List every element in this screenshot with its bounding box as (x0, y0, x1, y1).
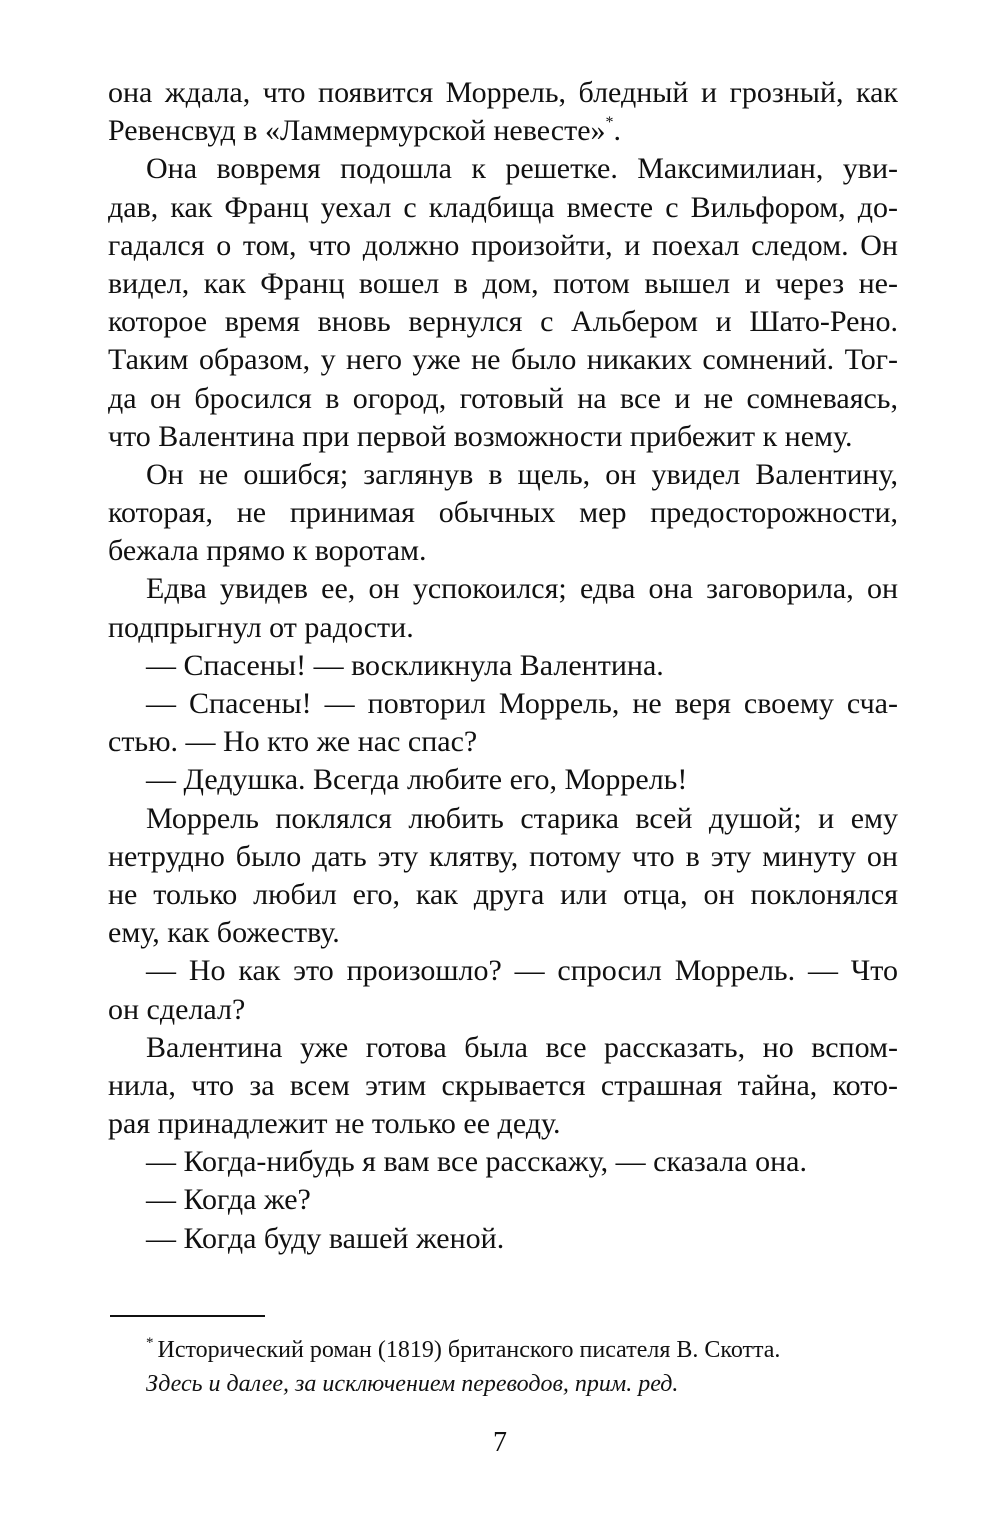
text-line-content: да он бросился в огород, готовый на все и не сомневаясь, (108, 381, 898, 415)
footnote-line-1 (108, 1333, 898, 1367)
text-line-content: Моррель поклялся любить старика всей душой; и ему (146, 801, 898, 835)
text-line-content: которое время вновь вернулся с Альбером и Шато-Рено. (108, 305, 898, 339)
text-line (108, 876, 898, 914)
text-line (108, 303, 898, 341)
text-line-content: Она вовремя подошла к решетке. Максимилиан, уви- (146, 152, 898, 186)
text-line (108, 1143, 898, 1181)
text-line (108, 914, 898, 952)
text-line-content: нила, что за всем этим скрывается страшная тайна, кото- (108, 1068, 898, 1102)
text-line-content: ему, как божеству. (108, 916, 340, 950)
text-line (108, 532, 898, 570)
footnote-marker: * (146, 1335, 154, 1351)
text-line (108, 418, 898, 456)
text-line (108, 1220, 898, 1258)
text-line-content: — Но как это произошло? — спросил Моррель. — Что (146, 954, 898, 988)
page-number: 7 (493, 1427, 507, 1458)
text-line-content: что Валентина при первой возможности прибежит к нему. (108, 419, 853, 453)
text-line-content: — Спасены! — воскликнула Валентина. (146, 648, 664, 682)
text-line (108, 570, 898, 608)
text-line (108, 685, 898, 723)
text-line-content: видел, как Франц вошел в дом, потом вышел и через не- (108, 266, 898, 300)
text-line (108, 150, 898, 188)
body-text (108, 74, 898, 1258)
text-line (108, 952, 898, 990)
footnote-block (108, 1333, 898, 1401)
text-line (108, 74, 898, 112)
text-line-content: бежала прямо к воротам. (108, 534, 427, 568)
text-line (108, 1105, 898, 1143)
text-line-content: — Дедушка. Всегда любите его, Моррель! (146, 763, 688, 797)
text-line-content: нетрудно было дать эту клятву, потому что в эту минуту он (108, 839, 898, 873)
text-line-content: дав, как Франц уехал с кладбища вместе с Вильфором, до- (108, 190, 898, 224)
footnote-text: Исторический роман (1819) британского писателя В. Скотта. (157, 1337, 781, 1363)
text-line-content: не только любил его, как друга или отца, он поклонялся (108, 877, 898, 911)
text-line (108, 761, 898, 799)
text-line-content: — Спасены! — повторил Моррель, не веря своему сча- (146, 687, 898, 720)
text-line (108, 1067, 898, 1105)
footnote-divider (110, 1315, 265, 1317)
text-line (108, 189, 898, 227)
text-line (108, 227, 898, 265)
text-line (108, 341, 898, 379)
text-line-content: Таким образом, у него уже не было никаких сомнений. Тог- (108, 343, 898, 377)
text-line (108, 800, 898, 838)
text-line (108, 838, 898, 876)
text-line-content: подпрыгнул от радости. (108, 610, 414, 644)
text-line-content: стью. — Но кто же нас спас? (108, 725, 478, 759)
text-line (108, 647, 898, 685)
text-line (108, 380, 898, 418)
text-line-content: она ждала, что появится Моррель, бледный и грозный, как (108, 76, 898, 109)
text-line (108, 112, 898, 150)
text-line-content: Ревенсвуд в «Ламмермурской невесте» (108, 114, 606, 148)
footnote-line-2: Здесь и далее, за исключением переводов, прим. ред. (146, 1371, 679, 1397)
text-line-content: Едва увидев ее, он успокоился; едва она заговорила, он (146, 572, 898, 606)
text-line-content: Он не ошибся; заглянув в щель, он увидел Валентину, (146, 457, 898, 491)
text-line-content: Валентина уже готова была все рассказать, но вспом- (146, 1030, 898, 1064)
footnote-reference-tail: . (613, 114, 622, 148)
text-line-content: — Когда же? (146, 1183, 311, 1217)
footnote-reference: * (605, 114, 614, 132)
text-line (108, 1029, 898, 1067)
text-line-content: — Когда буду вашей женой. (146, 1221, 505, 1255)
text-line-content: он сделал? (108, 992, 246, 1026)
text-line-content: гадался о том, что должно произойти, и поехал следом. Он (108, 228, 898, 262)
text-line (108, 1181, 898, 1219)
text-line (108, 723, 898, 761)
text-line (108, 265, 898, 303)
text-line (108, 494, 898, 532)
text-line-content: — Когда-нибудь я вам все расскажу, — сказала она. (146, 1145, 807, 1179)
text-line (108, 991, 898, 1029)
text-line-content: рая принадлежит не только ее деду. (108, 1107, 561, 1141)
text-line-content: которая, не принимая обычных мер предосторожности, (108, 496, 898, 530)
text-line (108, 456, 898, 494)
text-line (108, 609, 898, 647)
